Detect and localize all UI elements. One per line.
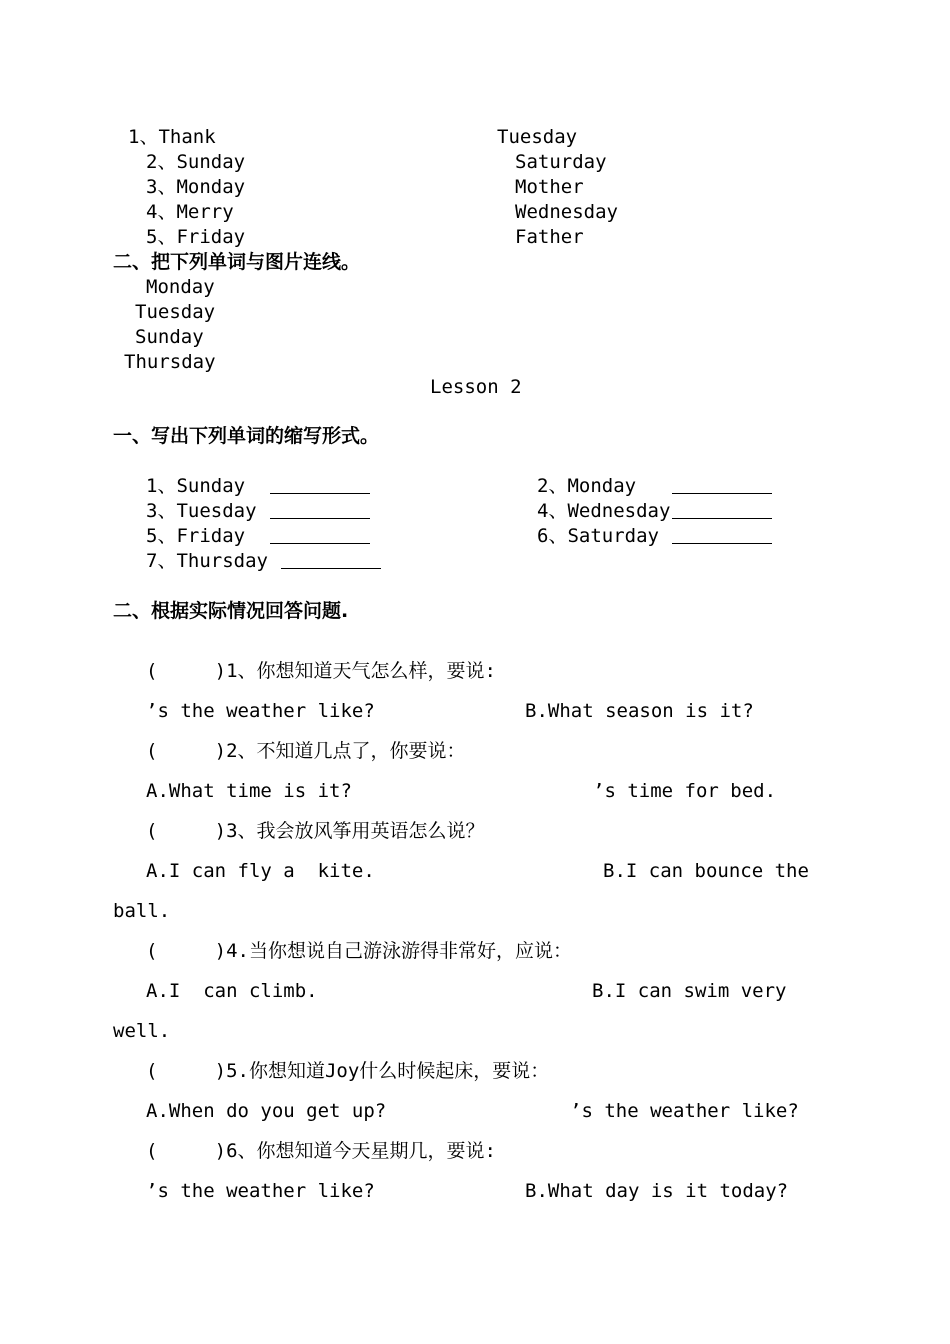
match-right-3: Mother: [515, 176, 584, 198]
abbrev-item-5: 5、Friday: [146, 525, 246, 547]
question-1-option-a: ’s the weather like?: [146, 700, 375, 722]
abbrev-item-4: 4、Wednesday: [537, 500, 671, 522]
question-3-option-b: B.I can bounce the: [603, 860, 809, 882]
answer-blank-3[interactable]: [270, 518, 370, 519]
question-2-stem: ( )2、不知道几点了，你要说：: [146, 740, 466, 762]
match-left-1: 1、Thank: [128, 126, 216, 148]
question-6-stem: ( )6、你想知道今天星期几，要说:: [146, 1140, 496, 1162]
question-5-stem: ( )5.你想知道Joy什么时候起床，要说：: [146, 1060, 550, 1082]
match-right-2: Saturday: [515, 151, 607, 173]
question-4-stem: ( )4.当你想说自己游泳游得非常好，应说：: [146, 940, 572, 962]
question-5-option-b: ’s the weather like?: [570, 1100, 799, 1122]
question-6-option-b: B.What day is it today?: [525, 1180, 789, 1202]
question-4-continuation: well.: [113, 1020, 171, 1042]
question-3-stem: ( )3、我会放风筝用英语怎么说？: [146, 820, 485, 842]
question-1-option-b: B.What season is it?: [525, 700, 754, 722]
abbrev-item-2: 2、Monday: [537, 475, 637, 497]
answer-blank-7[interactable]: [281, 568, 381, 569]
question-3-continuation: ball.: [113, 900, 171, 922]
abbrev-item-3: 3、Tuesday: [146, 500, 257, 522]
question-2-option-b: ’s time for bed.: [593, 780, 777, 802]
picture-word-3: Sunday: [135, 326, 204, 348]
picture-word-1: Monday: [146, 276, 215, 298]
question-1-stem: ( )1、你想知道天气怎么样，要说:: [146, 660, 496, 682]
abbrev-item-6: 6、Saturday: [537, 525, 659, 547]
match-left-4: 4、Merry: [146, 201, 234, 223]
match-right-5: Father: [515, 226, 584, 248]
lesson-title: Lesson 2: [430, 376, 522, 398]
answer-blank-1[interactable]: [270, 493, 370, 494]
abbrev-item-1: 1、Sunday: [146, 475, 246, 497]
question-4-option-b: B.I can swim very: [592, 980, 787, 1002]
question-2-option-a: A.What time is it?: [146, 780, 352, 802]
section-heading-questions: 二、根据实际情况回答问题.: [113, 600, 349, 622]
abbrev-item-7: 7、Thursday: [146, 550, 268, 572]
match-left-5: 5、Friday: [146, 226, 246, 248]
question-4-option-a: A.I can climb.: [146, 980, 318, 1002]
section-heading-picture-match: 二、把下列单词与图片连线。: [113, 251, 361, 273]
answer-blank-5[interactable]: [270, 543, 370, 544]
question-6-option-a: ’s the weather like?: [146, 1180, 375, 1202]
answer-blank-2[interactable]: [672, 493, 772, 494]
picture-word-4: Thursday: [124, 351, 216, 373]
question-3-option-a: A.I can fly a kite.: [146, 860, 375, 882]
answer-blank-6[interactable]: [672, 543, 772, 544]
match-right-1: Tuesday: [497, 126, 578, 148]
picture-word-2: Tuesday: [135, 301, 216, 323]
match-left-2: 2、Sunday: [146, 151, 246, 173]
match-left-3: 3、Monday: [146, 176, 246, 198]
section-heading-abbreviation: 一、写出下列单词的缩写形式。: [113, 425, 380, 447]
question-5-option-a: A.When do you get up?: [146, 1100, 387, 1122]
match-right-4: Wednesday: [515, 201, 618, 223]
answer-blank-4[interactable]: [672, 518, 772, 519]
